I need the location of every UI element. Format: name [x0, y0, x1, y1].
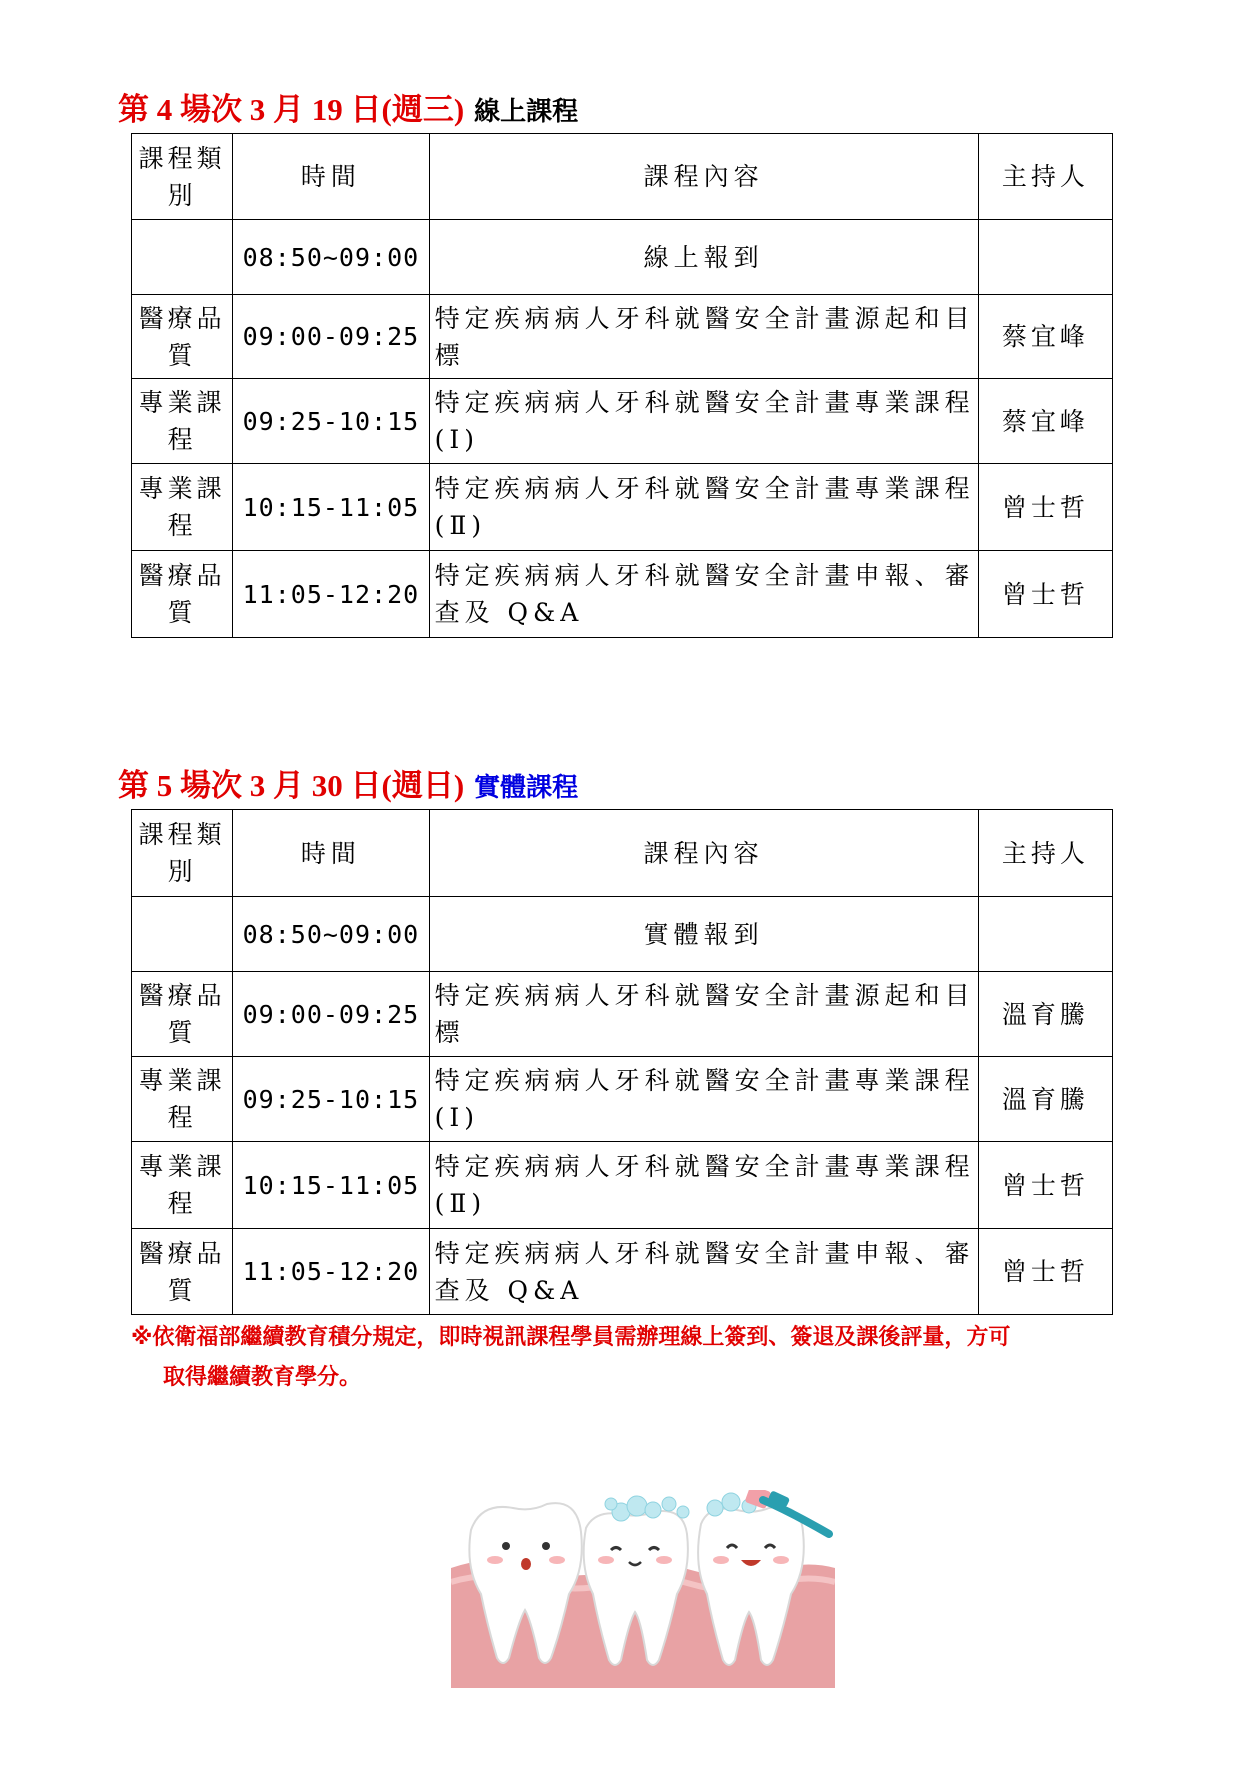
- row-content: 特定疾病病人牙科就醫安全計畫申報、審查及 Q&A: [429, 1229, 978, 1315]
- row-host: 蔡宜峰: [978, 379, 1112, 464]
- row-content: 特定疾病病人牙科就醫安全計畫源起和目標: [429, 972, 978, 1057]
- row-category: [132, 220, 233, 295]
- row-time: 09:25-10:15: [233, 379, 429, 464]
- row-time: 10:15-11:05: [233, 464, 429, 551]
- session5-heading: [118, 766, 578, 806]
- table-row: [132, 972, 1113, 1057]
- row-category: 專業課程: [132, 1057, 233, 1142]
- table-row: [132, 1057, 1113, 1142]
- row-category: 醫療品質: [132, 295, 233, 379]
- row-content: 特定疾病病人牙科就醫安全計畫專業課程(Ⅰ): [429, 1057, 978, 1142]
- session5-table: [131, 809, 1113, 1315]
- header-content: 課程內容: [429, 810, 978, 897]
- teeth-illustration: [451, 1490, 835, 1688]
- table-row: [132, 220, 1113, 295]
- row-time: 11:05-12:20: [233, 1229, 429, 1315]
- row-time: 09:00-09:25: [233, 972, 429, 1057]
- note-line-2: 取得繼續教育學分。: [163, 1365, 362, 1390]
- row-time: 09:25-10:15: [233, 1057, 429, 1142]
- row-host: 曾士哲: [978, 1142, 1112, 1229]
- row-content: 特定疾病病人牙科就醫安全計畫專業課程(Ⅰ): [429, 379, 978, 464]
- row-time: 10:15-11:05: [233, 1142, 429, 1229]
- table-row: [132, 1142, 1113, 1229]
- session5-mode: 實體課程: [474, 773, 579, 803]
- row-time: 11:05-12:20: [233, 551, 429, 638]
- row-time: 09:00-09:25: [233, 295, 429, 379]
- table-row: [132, 551, 1113, 638]
- row-category: 醫療品質: [132, 972, 233, 1057]
- row-content: 線上報到: [429, 220, 978, 295]
- row-category: 專業課程: [132, 379, 233, 464]
- row-time: 08:50~09:00: [233, 220, 429, 295]
- row-content: 特定疾病病人牙科就醫安全計畫專業課程(Ⅱ): [429, 464, 978, 551]
- table-row: [132, 295, 1113, 379]
- session4-table: [131, 133, 1113, 638]
- session4-mode: 線上課程: [474, 97, 579, 127]
- session4-heading: [118, 90, 578, 130]
- row-host: 蔡宜峰: [978, 295, 1112, 379]
- row-category: 醫療品質: [132, 551, 233, 638]
- header-time: 時間: [233, 810, 429, 897]
- table-header-row: [132, 134, 1113, 220]
- row-content: 特定疾病病人牙科就醫安全計畫申報、審查及 Q&A: [429, 551, 978, 638]
- table-header-row: [132, 810, 1113, 897]
- header-category: 課程類別: [132, 810, 233, 897]
- session5-title: 第 5 場次 3 月 30 日(週日): [118, 768, 465, 803]
- row-content: 實體報到: [429, 897, 978, 972]
- row-category: 專業課程: [132, 464, 233, 551]
- row-category: [132, 897, 233, 972]
- table-row: [132, 897, 1113, 972]
- row-category: 醫療品質: [132, 1229, 233, 1315]
- header-time: 時間: [233, 134, 429, 220]
- row-content: 特定疾病病人牙科就醫安全計畫源起和目標: [429, 295, 978, 379]
- table-row: [132, 464, 1113, 551]
- row-time: 08:50~09:00: [233, 897, 429, 972]
- row-host: [978, 220, 1112, 295]
- session4-title: 第 4 場次 3 月 19 日(週三): [118, 92, 465, 127]
- table-row: [132, 1229, 1113, 1315]
- row-host: 溫育騰: [978, 1057, 1112, 1142]
- row-host: 曾士哲: [978, 1229, 1112, 1315]
- header-category: 課程類別: [132, 134, 233, 220]
- header-content: 課程內容: [429, 134, 978, 220]
- row-host: [978, 897, 1112, 972]
- row-category: 專業課程: [132, 1142, 233, 1229]
- row-host: 曾士哲: [978, 551, 1112, 638]
- credit-note: [131, 1318, 1131, 1398]
- header-host: 主持人: [978, 810, 1112, 897]
- header-host: 主持人: [978, 134, 1112, 220]
- row-host: 溫育騰: [978, 972, 1112, 1057]
- table-row: [132, 379, 1113, 464]
- row-content: 特定疾病病人牙科就醫安全計畫專業課程(Ⅱ): [429, 1142, 978, 1229]
- row-host: 曾士哲: [978, 464, 1112, 551]
- note-line-1: ※依衛福部繼續教育積分規定，即時視訊課程學員需辦理線上簽到、簽退及課後評量，方可: [131, 1325, 1011, 1350]
